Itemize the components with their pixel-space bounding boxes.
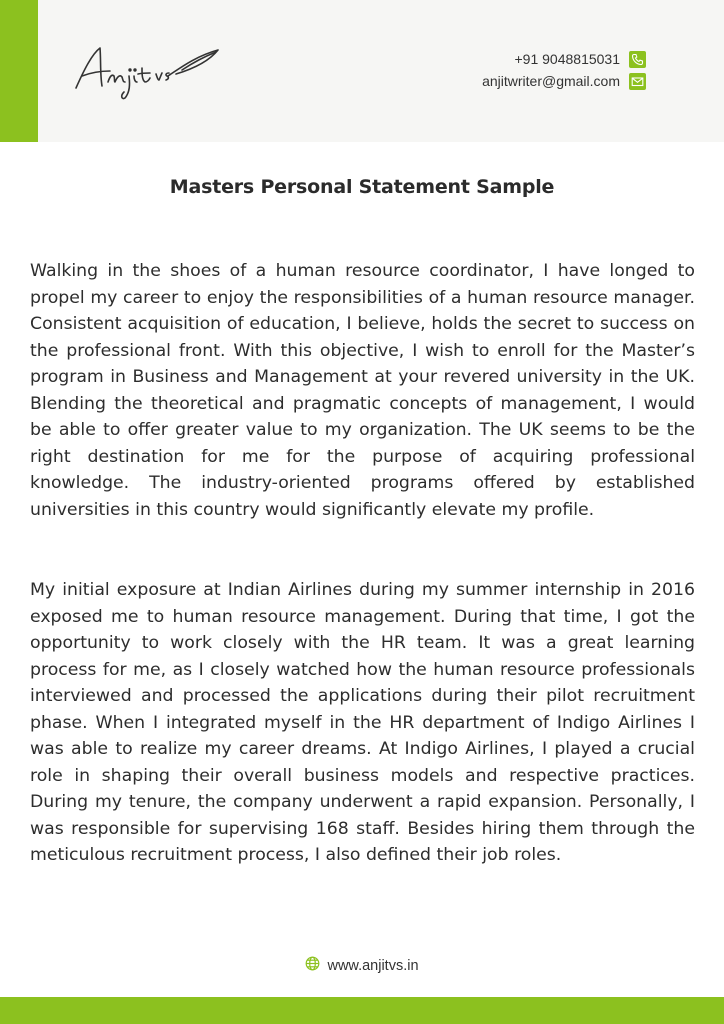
mail-icon bbox=[629, 73, 646, 90]
globe-icon bbox=[305, 956, 320, 975]
footer bbox=[0, 956, 724, 975]
paragraph-1: Walking in the shoes of a human resource coordinator, I have longed to propel my career to enjoy the responsibilities of a human resource manager. Consistent acquisition of education, I believe, holds the secret to success on the professional front. With this objective, I wish to enroll for the Master’s program in Business and Management at your revered university in the UK. Blending the theoretical and pragmatic concepts of management, I would be able to offer greater value to my organization. The UK seems to be the right destination for me for the purpose of acquiring professional knowledge. The industry-oriented programs offered by established universities in this country would significantly elevate my profile. bbox=[30, 261, 695, 520]
email-line bbox=[482, 70, 646, 92]
bottom-accent-bar bbox=[0, 997, 724, 1024]
left-accent-bar bbox=[0, 0, 38, 142]
phone-line bbox=[482, 48, 646, 70]
phone-icon bbox=[629, 51, 646, 68]
signature-logo bbox=[70, 40, 230, 102]
phone-number[interactable]: +91 9048815031 bbox=[514, 51, 620, 67]
email-address[interactable]: anjitwriter@gmail.com bbox=[482, 73, 620, 89]
paragraph-2: My initial exposure at Indian Airlines during my summer internship in 2016 exposed me to human resource management. During that time, I got the opportunity to work closely with the HR team. It was a great learning process for me, as I closely watched how the human resource professionals interviewed and processed the applications during their pilot recruitment phase. When I integrated myself in the HR department of Indigo Airlines I was able to realize my career dreams. At Indigo Airlines, I played a crucial role in shaping their overall business models and respective practices. During my tenure, the company underwent a rapid expansion. Personally, I was responsible for supervising 168 staff. Besides hiring them through the meticulous recruitment process, I also defined their job roles. bbox=[30, 580, 695, 865]
contact-block bbox=[482, 48, 646, 92]
website-link[interactable]: www.anjitvs.in bbox=[327, 957, 419, 974]
page-title: Masters Personal Statement Sample bbox=[169, 176, 555, 198]
